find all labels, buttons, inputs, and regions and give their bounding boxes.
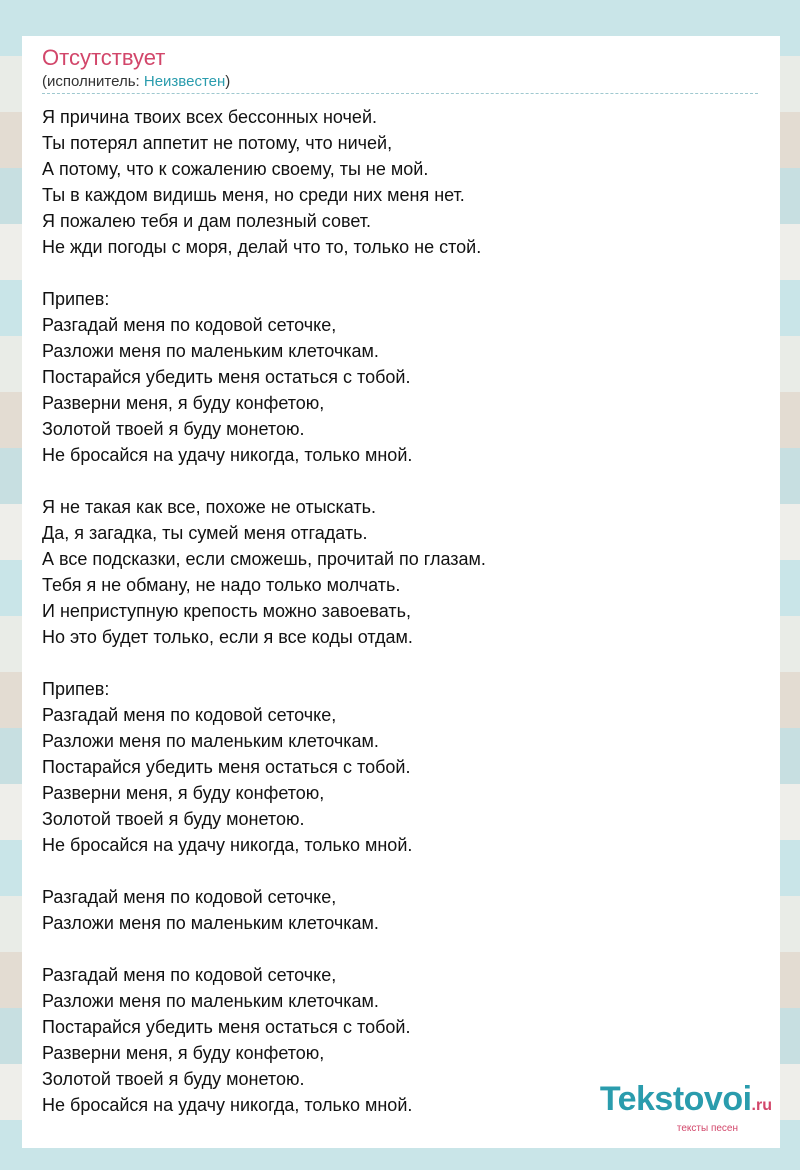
lyric-line: Разложи меня по маленьким клеточкам. xyxy=(42,731,379,751)
lyric-line: Разверни меня, я буду конфетою, xyxy=(42,1043,325,1063)
lyric-line: Разгадай меня по кодовой сеточке, xyxy=(42,315,337,335)
lyric-line: Тебя я не обману, не надо только молчать. xyxy=(42,575,401,595)
title-divider xyxy=(42,93,758,94)
song-title: Отсутствует xyxy=(42,45,166,70)
artist-prefix: (исполнитель: xyxy=(42,73,144,90)
lyric-line: Разложи меня по маленьким клеточкам. xyxy=(42,991,379,1011)
lyric-line: Не жди погоды с моря, делай что то, только не стой. xyxy=(42,237,482,257)
lyric-line: А все подсказки, если сможешь, прочитай по глазам. xyxy=(42,549,486,569)
lyric-line: Не бросайся на удачу никогда, только мной. xyxy=(42,1095,413,1115)
lyric-blank-line xyxy=(42,260,762,286)
lyrics-card xyxy=(22,36,780,1148)
lyric-line: Разложи меня по маленьким клеточкам. xyxy=(42,913,379,933)
lyric-line: Да, я загадка, ты сумей меня отгадать. xyxy=(42,523,368,543)
lyric-line: Я не такая как все, похоже не отыскать. xyxy=(42,497,377,517)
lyric-line: Постарайся убедить меня остаться с тобой. xyxy=(42,757,411,777)
artist-link[interactable]: Неизвестен xyxy=(143,73,226,90)
lyric-line: Золотой твоей я буду монетою. xyxy=(42,809,305,829)
lyric-line: Не бросайся на удачу никогда, только мной. xyxy=(42,835,413,855)
lyric-line: Разверни меня, я буду конфетою, xyxy=(42,783,325,803)
lyric-line: Припев: xyxy=(42,289,110,309)
lyric-blank-line xyxy=(42,468,762,494)
lyric-line: Но это будет только, если я все коды отдам. xyxy=(42,627,413,647)
lyric-line: Разгадай меня по кодовой сеточке, xyxy=(42,705,337,725)
logo-tagline: тексты песен xyxy=(676,1123,738,1134)
lyric-line: Разложи меня по маленьким клеточкам. xyxy=(42,341,379,361)
lyric-line: Разверни меня, я буду конфетою, xyxy=(42,393,325,413)
lyric-line: Я пожалею тебя и дам полезный совет. xyxy=(42,211,371,231)
lyric-line: Не бросайся на удачу никогда, только мной. xyxy=(42,445,413,465)
lyric-blank-line xyxy=(42,858,762,884)
lyric-line: Разгадай меня по кодовой сеточке, xyxy=(42,887,337,907)
lyric-line: И неприступную крепость можно завоевать, xyxy=(42,601,412,621)
logo-name: Tekstovoi xyxy=(599,1080,752,1118)
lyric-line: Постарайся убедить меня остаться с тобой. xyxy=(42,1017,411,1037)
lyric-line: Ты в каждом видишь меня, но среди них меня нет. xyxy=(42,185,465,205)
lyric-line: Золотой твоей я буду монетою. xyxy=(42,419,305,439)
lyric-line: Ты потерял аппетит не потому, что ничей, xyxy=(42,133,393,153)
lyric-line: Разгадай меня по кодовой сеточке, xyxy=(42,965,337,985)
artist-line xyxy=(42,73,230,91)
logo-wordmark xyxy=(600,1082,772,1123)
lyric-blank-line xyxy=(42,650,762,676)
lyric-line: Я причина твоих всех бессонных ночей. xyxy=(42,107,377,127)
lyric-blank-line xyxy=(42,936,762,962)
logo-tld: .ru xyxy=(751,1097,772,1114)
site-logo[interactable] xyxy=(600,1082,772,1134)
lyrics-text xyxy=(42,104,762,1118)
lyric-line: Постарайся убедить меня остаться с тобой. xyxy=(42,367,411,387)
artist-suffix: ) xyxy=(225,73,231,90)
lyric-line: Золотой твоей я буду монетою. xyxy=(42,1069,305,1089)
lyric-line: А потому, что к сожалению своему, ты не мой. xyxy=(42,159,429,179)
lyric-line: Припев: xyxy=(42,679,110,699)
